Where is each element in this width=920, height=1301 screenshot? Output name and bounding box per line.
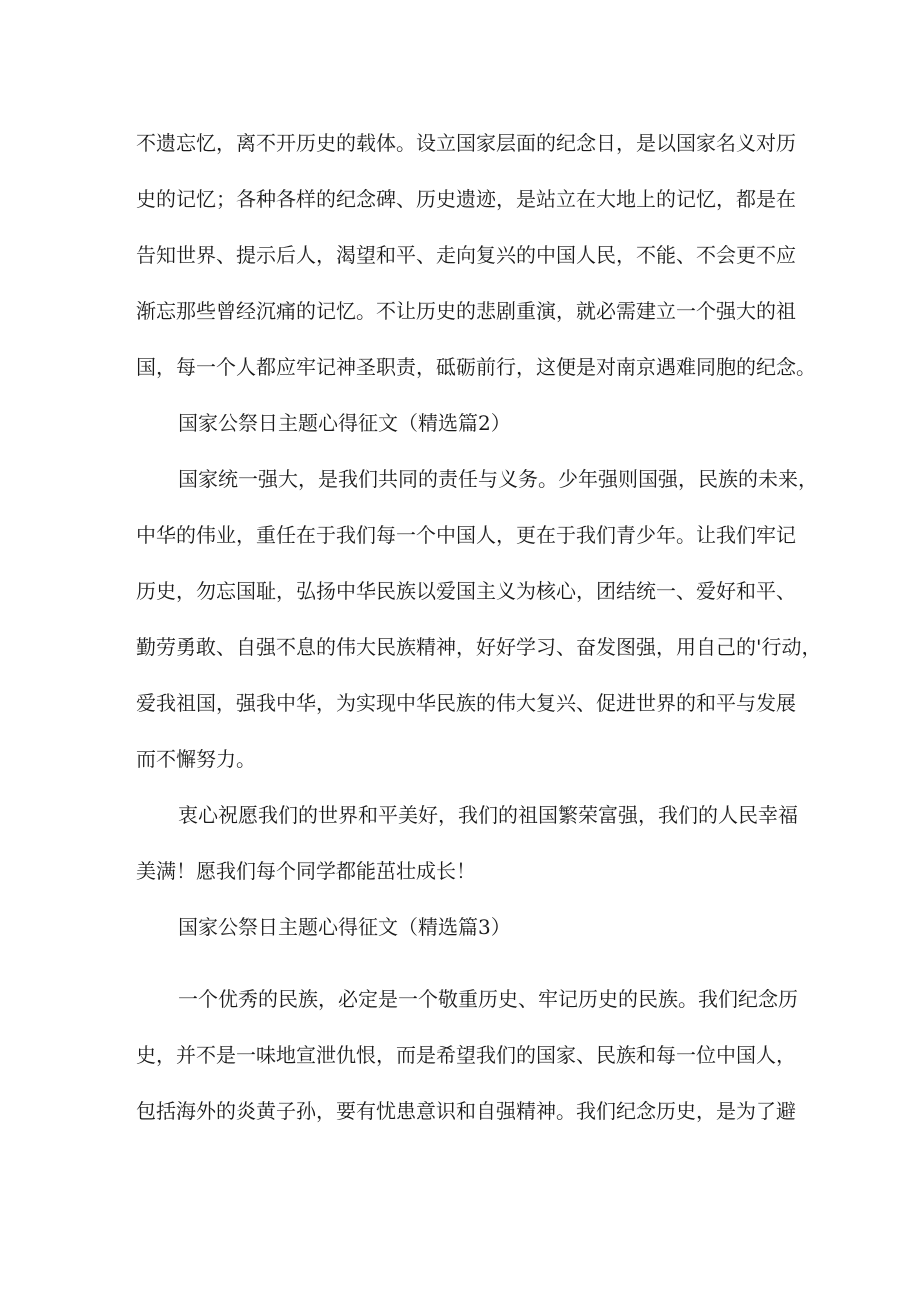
paragraph-2-line-4: 勤劳勇敢、自强不息的伟大民族精神，好好学习、奋发图强，用自己的'行动，: [136, 635, 822, 659]
paragraph-3-line-2: 美满！愿我们每个同学都能茁壮成长！: [136, 859, 476, 883]
paragraph-1-line-4: 渐忘那些曾经沉痛的记忆。不让历史的悲剧重演，就必需建立一个强大的祖: [136, 299, 796, 323]
paragraph-1-line-2: 史的记忆；各种各样的纪念碑、历史遗迹，是站立在大地上的记忆，都是在: [136, 187, 796, 211]
paragraph-2-line-2: 中华的伟业，重任在于我们每一个中国人，更在于我们青少年。让我们牢记: [136, 523, 796, 547]
paragraph-1-line-5: 国，每一个人都应牢记神圣职责，砥砺前行，这便是对南京遇难同胞的纪念。: [136, 355, 816, 379]
paragraph-1-line-1: 不遗忘忆，离不开历史的载体。设立国家层面的纪念日，是以国家名义对历: [136, 131, 796, 155]
paragraph-4-line-3: 包括海外的炎黄子孙，要有忧患意识和自强精神。我们纪念历史，是为了避: [136, 1099, 796, 1123]
paragraph-4-line-2: 史，并不是一味地宣泄仇恨，而是希望我们的国家、民族和每一位中国人，: [136, 1043, 796, 1067]
paragraph-2-line-1: 国家统一强大，是我们共同的责任与义务。少年强则国强，民族的未来，: [178, 467, 818, 491]
paragraph-3-line-1: 衷心祝愿我们的世界和平美好，我们的祖国繁荣富强，我们的人民幸福: [178, 803, 798, 827]
paragraph-2-line-6: 而不懈努力。: [136, 747, 256, 771]
section-heading-2: 国家公祭日主题心得征文（精选篇2）: [178, 411, 511, 435]
paragraph-2-line-5: 爱我祖国，强我中华，为实现中华民族的伟大复兴、促进世界的和平与发展: [136, 691, 796, 715]
paragraph-2-line-3: 历史，勿忘国耻，弘扬中华民族以爱国主义为核心，团结统一、爱好和平、: [136, 579, 796, 603]
section-heading-3: 国家公祭日主题心得征文（精选篇3）: [178, 915, 511, 939]
paragraph-1-line-3: 告知世界、提示后人，渴望和平、走向复兴的中国人民，不能、不会更不应: [136, 243, 796, 267]
paragraph-4-line-1: 一个优秀的民族，必定是一个敬重历史、牢记历史的民族。我们纪念历: [178, 987, 798, 1011]
